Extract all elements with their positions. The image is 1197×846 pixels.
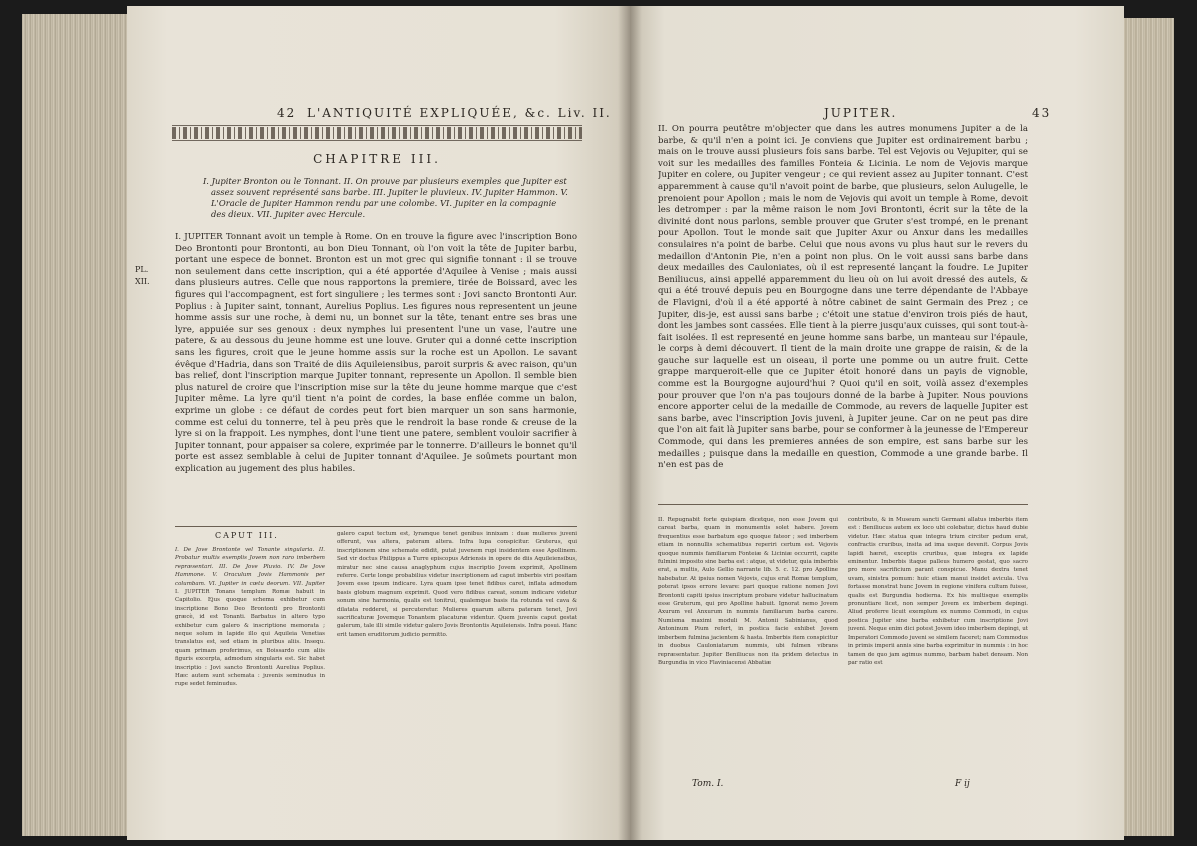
page-number: 42 bbox=[277, 106, 297, 120]
divider bbox=[175, 526, 577, 527]
running-head: JUPITER. bbox=[824, 106, 898, 120]
book-gutter bbox=[618, 6, 642, 840]
latin-heading: CAPUT III. bbox=[215, 531, 279, 540]
open-book bbox=[22, 6, 1174, 840]
ornament-band bbox=[172, 127, 582, 139]
running-head: L'ANTIQUITÉ EXPLIQUÉE, &c. Liv. II. bbox=[307, 106, 612, 120]
divider bbox=[658, 504, 1028, 505]
main-text: I. JUPITER Tonnant avoit un temple à Rome. On en trouve la figure avec l'inscription Bono Deo Brontonti pour Brontonti, au bon Dieu Tonnant, où l'on voit la tête de Jupiter barbu, portant une espece de bonnet. Bronton est un mot grec qui signifie tonnant : il se trouve non seulement dans cette inscription, qui a été apportée d'Aquilee à Venise ; mais aussi dans plusieurs autres. Celle que nous rapportons la premiere, tirée de Boissard, avec les figures qui l'accompagnent, est fort singuliere ; les termes sont : Jovi sancto Brontonti Aur. Poplius : à Jupiter saint, tonnant, Aurelius Poplius. Les figures nous representent un jeune homme assis sur une roche, à demi nu, un bonnet sur la tête, tenant entre ses bras une lyre, appuiée sur ses genoux : deux nymphes lui presentent l'une un vase, l'autre une patere, & au dessous du jeune homme est une louve. Gruter qui a donné cette inscription sans les figures, croit que le jeune homme assis sur la roche est un Apollon. Le savant évêque d'Hadria, dans son Traité de diis Aquileiensibus, paroit surpris & avec raison, qu'un bas relief, dont l'inscription marque Jupiter tonnant, represente un Apollon. Il semble bien plus naturel de croire que l'inscription mise sur la tête du jeune homme marque que c'est Jupiter même. La lyre qu'il tient n'a point de cordes, la base enflée comme un balon, exprime un globe : ce défaut de cordes peut fort bien marquer un son sans harmonie, comme est celui du tonnerre, tel à peu près que le rendroit la base ronde & creuse de la lyre si on la frappoit. Les nymphes, dont l'une tient une patere, semblent vouloir sacrifier à Jupiter tonnant, pour appaiser sa colere, exprimée par le tonnerre. D'ailleurs le bonnet qu'il porte est assez semblable à celui de Jupiter tonnant d'Aquilee. Je soûmets pourtant mon explication au jugement des plus habiles. bbox=[175, 232, 577, 474]
latin-column-2: galero caput tectum est, lyramque tenet genibus innixam : duæ mulieres juveni offerunt, vas altera, pateram altera. Infra lupa conspicitur. Gruterus, qui inscriptionem sine schemate edidit, putat juvenem rupi insidentem esse Apollinem. Sed vir doctus Philippus a Turre episcopus Adriensis in opere de diis Aquileiensibus, miratur nec sine causa anaglyphum cujus inscriptio Jovem exprimit, Apollinem referre. Certe longe probabilius videtur inscriptionem ad caput imberbis viri positam Jovem esse ipsum indicare. Lyra quam ipse tenet fidibus caret, inflata admodum basis globum magnum exprimit. Quod vero fidibus careat, sonum indicare videtur sonum sine harmonia, qualis est tonitrui, qualemque basis ita rotunda vel cava & dilatata redderet, si percuteretur. Mulieres quarum altera pateram tenet, Jovi sacrificaturæ Jovemque Tonantem placaturæ videntur. Quem juvenis caput gestat galerum, tale illi simile videtur galero Jovis Brontontis Aquileiensis. Infra posui. Hanc erit tamen eruditorum judicio permitto. bbox=[337, 531, 577, 638]
main-text: II. On pourra peutêtre m'objecter que dans les autres monumens Jupiter a de la barbe, & qu'il n'en a point ici. Je conviens que Jupiter est ordinairement barbu ; mais on le trouve aussi plusieurs fois sans barbe. Tel est Vejovis ou Vejupiter, qui se voit sur les medailles des familles Fonteia & Licinia. Le nom de Vejovis marque Jupiter en colere, ou Jupiter vengeur ; ce qui revient assez au Jupiter tonnant. C'est apparemment à cause qu'il n'avoit point de barbe, que plusieurs, selon Aulugelle, le prenoient pour Apollon ; mais le nom de Vejovis qui avoit un temple à Rome, devoit les detromper : par la même raison le nom Jovi Brontonti, écrit sur la tête de la divinité dont nous parlons, semble prouver que Gruter s'est trompé, en le prenant pour Apollon. Tout le monde sait que Jupiter Axur ou Anxur dans les medailles consulaires n'a point de barbe. Celui que nous avons vu plus haut sur le revers du medaillon d'Antonin Pie, n'en a point non plus. On le voit aussi sans barbe dans deux medailles des Cauloniates, où il est representé lançant la foudre. Le Jupiter Beniliucus, ainsi appellé apparemment du lieu où on lui avoit dressé des autels, & qui a été trouvé depuis peu en Bourgogne dans une terre dépendante de l'Abbaye de Flavigni, d'où il a été apporté à nôtre cabinet de saint Germain des Prez ; ce Jupiter, dis-je, est aussi sans barbe ; c'étoit une statue d'environ trois piés de haut, dont les jambes sont cassées. Elle tient à la pierre jusqu'aux cuisses, qui sont tout-à-fait isolées. Il est representé en jeune homme sans barbe, un manteau sur l'épaule, le corps à demi découvert. Il tient de la main droite une grappe de raisin, & de la gauche sur laquelle est un oiseau, il porte une pomme ou un autre fruit. Cette grappe marqueroit-elle que ce Jupiter étoit honoré dans un payis de vignoble, comme est la Bourgogne aujourd'hui ? Quoi qu'il en soit, voilà assez d'exemples pour prouver que l'on n'a pas toujours donné de la barbe à Jupiter. Nous pouvions encore apporter celui de la medaille de Commode, au revers de laquelle Jupiter est sans barbe, avec l'inscription Jovis juveni, à Jupiter jeune. Car on ne peut pas dire que l'on ait fait là Jupiter sans barbe, pour se conformer à la jeunesse de l'Empereur Commode, qui dans les premieres années de son empire, est sans barbe sur les medailles ; puisque dans la medaille en question, Commode a une grande barbe. Il n'en est pas de bbox=[658, 124, 1028, 471]
signature-volume: Tom. I. bbox=[692, 779, 724, 789]
chapter-summary: I. Jupiter Bronton ou le Tonnant. II. On prouve par plusieurs exemples que Jupiter est assez souvent représenté sans barbe. III. Jupiter le pluvieux. IV. Jupiter Hammon. V. L'Oracle de Jupiter Hammon rendu par une colombe. VI. Jupiter en la compagnie des dieux. VII. Jupiter avec Hercule. bbox=[203, 176, 568, 219]
page-number: 43 bbox=[1032, 106, 1052, 120]
latin-summary: I. De Jove Brontonte vel Tonante singularia. II. Probatur multis exemplis Jovem non raro imberbem repræsentari. III. De Jove Pluvio. IV. De Jove Hammone. V. Oraculum Jovis Hammonis per columbam. VI. Jupiter in cœtu deorum. VII. Jupiter bbox=[175, 547, 325, 586]
latin-column-1: II. Repugnabit forte quispiam dicetque, non esse Jovem qui careat barba, quam in monumentis solet habere. Jovem frequentius esse barbatum ego quoque fateor ; sed imberbem etiam in nonnullis schematibus reperiri certum est. Vejovis quoque nummis familiarum Fonteiæ & Liciniæ occurrit, capite fulmini imposito sine barba est : atque, ut videtur, quia imberbis erat, a multis, Aulo Gellio narrante lib. 5. c. 12. pro Apolline habebatur. At ipsius nomen Vejovis, cujus erat Romæ templum, poterat ipsos errore levare: pari quoque ratione nomen Jovi Brontonti capiti ipsius inscriptum probare videtur hallucinatum esse Gruterum, qui pro Apolline habuit. Ignorat nemo Jovem Axurum vel Anxurum in nummis familiarum barba carere. Numisma maximi moduli M. Antonii Sabinianus, quod Antoninum Pium refert, in postica facie exhibet Jovem imberbem fulmina jacientem & hasta. Imberbis item conspicitur in duobus Cauloniatarum nummis, ubi fulmen vibrans repræsentatur. Jupiter Beniliucus non ita pridem detectus in Burgundia in vico Flaviniacensi Abbatiæ bbox=[658, 517, 838, 666]
left-page bbox=[127, 6, 630, 840]
latin-column-1: I. JUPITER Tonans templum Romæ habuit in Capitolio. Ejus quoque schema exhibetur cum inscriptione Bono Deo Brontonti pro Brontonti græcè, id est Tonanti. Barbatus in altero typo exhibetur cum galero & inscriptione memorata ; neque solum in lapide illo qui Aquileia Venetias translatus est, sed etiam in pluribus aliis. Insequ. quam primam proferimus, ex Boissardo cum aliis figuris excerpta, admodum singularis est. Sic habet inscriptio : Jovi sancto Brontonti Aurelius Poplius. Hæc autem sunt schemata : juvenis seminudus in rupe sedet feminudus. bbox=[175, 589, 325, 688]
margin-note: PL. XII. bbox=[135, 265, 150, 286]
signature-mark: F ij bbox=[955, 779, 970, 789]
latin-column-2: contributo, & in Museum sancti Germani allatus imberbis item est : Beniliucus autem ex loco ubi colebatur, dictus haud dubie videtur. Hæc statua quæ integra trium circiter pedum erat, confractis cruribus, insita ad ima usque devenit. Corpus Jovis lapidi hæret, exceptis cruribus, quæ integra ex lapide eminentur. Imberbis itaque palleus humero gestat, quo sacro pro more sacrificium parant conspicue. Manu dextra tenet uvam, sinistra pomum: huic etiam manui insidet avicula. Uva fortasse monstrat hunc Jovem in regione vinifera cultum fuisse, qualis est Burgundia hodierna. Ex his multisque exemplis pronuntiare licet, non semper Jovem ex imberbem depingi. Aliud proferre licuit exemplum ex nummo Commodi, in cujus postica Jupiter sine barba exhibetur cum inscriptione Jovi juveni. Neque enim dici potest Jovem ideo imberbem depingi, ut Imperatori Commodo juveni se similem faceret; nam Commodus in primis imperii annis sine barba exprimitur in nummis : in hoc tamen de quo jam agimus nummo, barbam habet densam. Non par ratio est bbox=[848, 517, 1028, 666]
right-page bbox=[630, 6, 1124, 840]
chapter-title: CHAPITRE III. bbox=[313, 152, 441, 166]
left-page-edges bbox=[22, 14, 134, 836]
